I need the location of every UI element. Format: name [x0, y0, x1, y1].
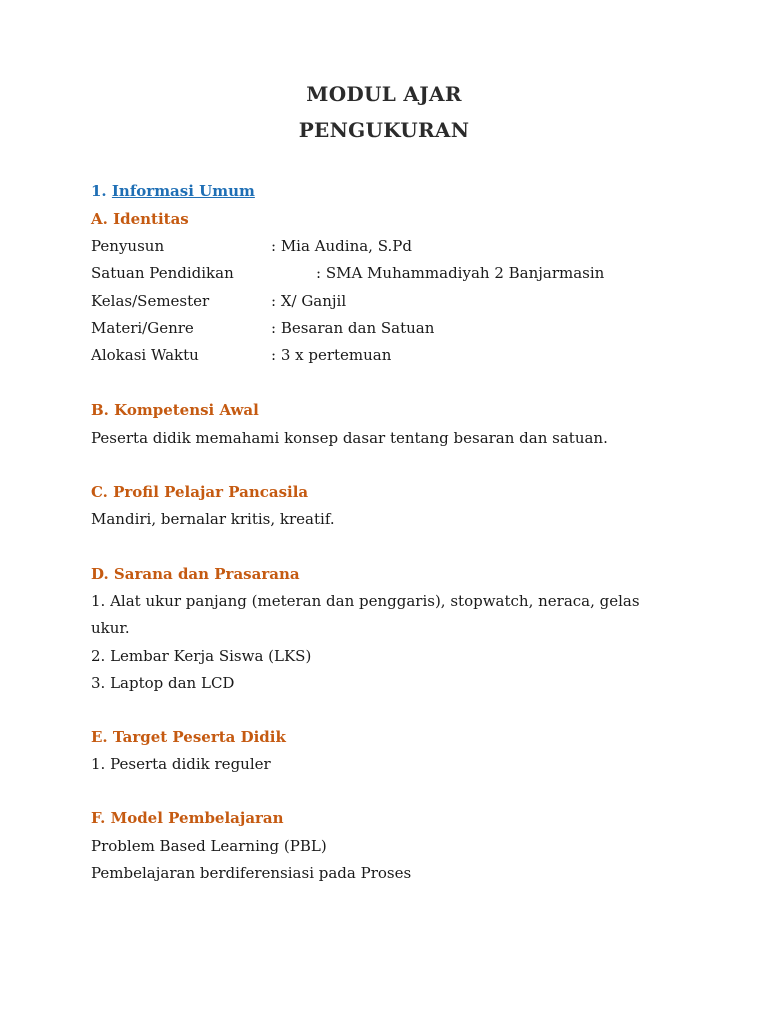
info-umum-link[interactable]: Informasi Umum	[111, 182, 255, 200]
identitas-heading: A. Identitas	[91, 210, 189, 228]
kompetensi-awal-heading: B. Kompetensi Awal	[91, 401, 259, 419]
document-title-line2: PENGUKURAN	[298, 118, 470, 142]
row-value: : X/ Ganjil	[271, 292, 347, 310]
row-value: : SMA Muhammadiyah 2 Banjarmasin	[316, 264, 605, 282]
row-value: : Mia Audina, S.Pd	[271, 237, 412, 255]
identitas-row-satuan-pendidikan	[91, 263, 605, 283]
identitas-row-penyusun	[91, 236, 412, 256]
profil-pelajar-text: Mandiri, bernalar kritis, kreatif.	[91, 510, 335, 528]
sarana-item-3: 3. Laptop dan LCD	[91, 674, 235, 692]
sarana-item-2: 2. Lembar Kerja Siswa (LKS)	[91, 647, 312, 665]
model-line-2: Pembelajaran berdiferensiasi pada Proses	[91, 864, 412, 882]
row-label: Materi/Genre	[91, 319, 194, 337]
section-number: 1.	[91, 182, 107, 200]
identitas-row-materi-genre	[91, 318, 435, 338]
sarana-item-1-line1: 1. Alat ukur panjang (meteran dan penggaris), stopwatch, neraca, gelas	[91, 592, 640, 610]
sarana-prasarana-heading: D. Sarana dan Prasarana	[91, 565, 300, 583]
target-item-1: 1. Peserta didik reguler	[91, 755, 271, 773]
sarana-item-1-line2: ukur.	[91, 619, 130, 637]
document-title-line1: MODUL AJAR	[306, 82, 462, 106]
row-label: Alokasi Waktu	[91, 346, 199, 364]
row-label: Kelas/Semester	[91, 292, 210, 310]
profil-pelajar-heading: C. Profil Pelajar Pancasila	[91, 483, 309, 501]
target-peserta-heading: E. Target Peserta Didik	[91, 728, 286, 746]
row-label: Satuan Pendidikan	[91, 264, 234, 282]
model-pembelajaran-heading: F. Model Pembelajaran	[91, 809, 284, 827]
identitas-row-kelas-semester	[91, 291, 347, 311]
identitas-row-alokasi-waktu	[91, 345, 392, 365]
row-value: : Besaran dan Satuan	[271, 319, 435, 337]
kompetensi-awal-text: Peserta didik memahami konsep dasar tentang besaran dan satuan.	[91, 429, 608, 447]
row-value: : 3 x pertemuan	[271, 346, 392, 364]
row-label: Penyusun	[91, 237, 165, 255]
model-line-1: Problem Based Learning (PBL)	[91, 837, 327, 855]
section-info-umum-heading	[91, 181, 255, 201]
